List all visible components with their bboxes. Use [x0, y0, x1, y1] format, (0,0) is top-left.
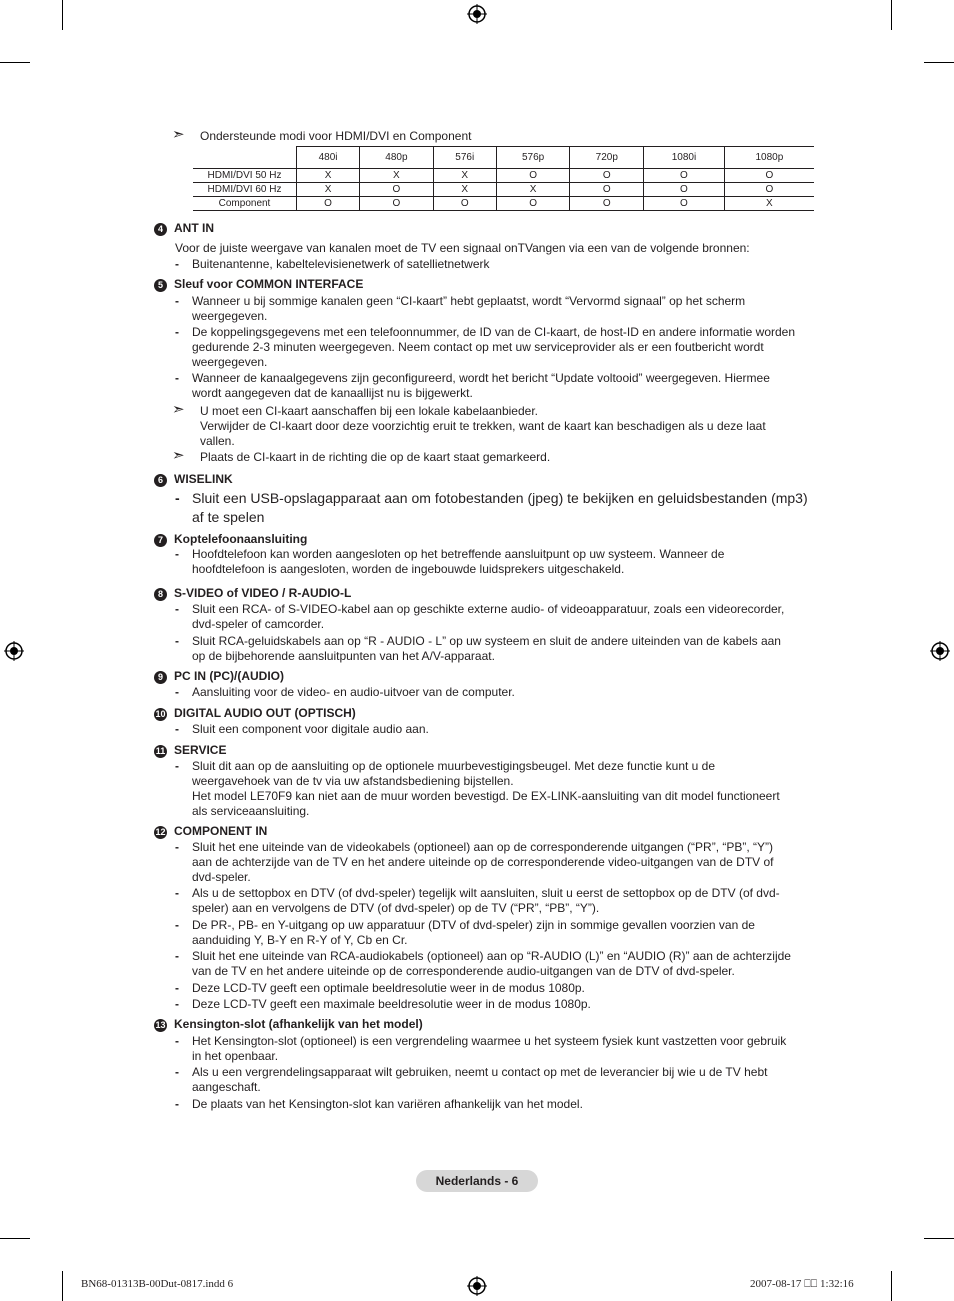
table-cell: X	[433, 183, 496, 197]
section-number-badge: 12	[155, 827, 166, 837]
file-slug: BN68-01313B-00Dut-0817.indd 6	[81, 1278, 234, 1290]
table-header-cell: 1080p	[724, 147, 814, 169]
section-heading-digital-audio-out	[154, 706, 356, 721]
bullet-dash: -	[175, 886, 179, 900]
section-heading-service	[154, 743, 226, 758]
bullet-text-line: aangeschaft.	[192, 1080, 261, 1094]
bullet-dash: -	[175, 634, 179, 648]
table-cell: O	[644, 197, 725, 211]
bullet-text-line: Als u de settopbox en DTV (of dvd-speler) tegelijk wilt aansluiten, sluit u eerst de settopbox op de DTV (of dvd-	[192, 886, 780, 900]
section-heading-s-video	[154, 586, 351, 601]
table-row	[193, 197, 814, 211]
modes-table-title: Ondersteunde modi voor HDMI/DVI en Component	[200, 129, 472, 143]
section-title: WISELINK	[174, 472, 233, 486]
bullet-dash: -	[175, 1034, 179, 1048]
section-number-badge: 11	[155, 746, 166, 756]
bullet-dash: -	[175, 949, 179, 963]
registration-mark-icon	[467, 1276, 487, 1296]
section-number-badge: 6	[154, 474, 167, 487]
bullet-text-line: Sluit een component voor digitale audio aan.	[192, 722, 429, 736]
table-header-cell: 480p	[360, 147, 434, 169]
table-cell: X	[360, 169, 434, 183]
registration-mark-icon	[930, 641, 950, 661]
bullet-dash: -	[175, 997, 179, 1011]
bullet-text-line: dvd-speler of camcorder.	[192, 617, 325, 631]
note-text-line: U moet een CI-kaart aanschaffen bij een lokale kabelaanbieder.	[200, 404, 538, 418]
page-number-label: Nederlands - 6	[416, 1170, 538, 1192]
section-intro: Voor de juiste weergave van kanalen moet de TV een signaal onTVangen via een van de volgende bronnen:	[175, 241, 750, 255]
note-text-line: Verwijder de CI-kaart door deze voorzichtig eruit te trekken, want de kaart kan beschadigen als u deze laat	[200, 419, 766, 433]
table-cell: X	[297, 169, 360, 183]
table-cell: O	[724, 169, 814, 183]
section-heading-pc-in	[154, 669, 284, 684]
crop-mark	[62, 1271, 63, 1301]
bullet-text-line: weergegeven.	[192, 355, 268, 369]
table-header-cell: 576i	[433, 147, 496, 169]
bullet-dash: -	[175, 1097, 179, 1111]
table-cell: O	[360, 183, 434, 197]
bullet-text-line: Deze LCD-TV geeft een optimale beeldresolutie weer in de modus 1080p.	[192, 981, 585, 995]
note-arrow-icon: ➣	[172, 126, 185, 143]
bullet-dash: -	[175, 490, 180, 506]
crop-mark	[891, 0, 892, 30]
bullet-text-line: Als u een vergrendelingsapparaat wilt gebruiken, neemt u contact op met de leverancier bij wie u de TV hebt	[192, 1065, 768, 1079]
bullet-text-line: weergavehoek van de tv via uw afstandsbediening bijstellen.	[192, 774, 514, 788]
table-cell: O	[724, 183, 814, 197]
table-cell: O	[644, 169, 725, 183]
bullet-text-line: aanduiding Y, B-Y en R-Y of Y, Cb en Cr.	[192, 933, 408, 947]
table-cell: X	[297, 183, 360, 197]
bullet-text-line: dvd-speler.	[192, 870, 251, 884]
registration-mark-icon	[4, 641, 24, 661]
table-row	[193, 183, 814, 197]
bullet-text-line: als serviceaansluiting.	[192, 804, 310, 818]
bullet-text-line: Sluit RCA-geluidskabels aan op “R - AUDIO - L” op uw systeem en sluit de andere uiteinden van de kabels aan	[192, 634, 781, 648]
bullet-text-line: Wanneer de kanaalgegevens zijn geconfigureerd, wordt het bericht “Update voltooid” weergegeven. Hiermee	[192, 371, 770, 385]
table-cell: O	[297, 197, 360, 211]
bullet-dash: -	[175, 1065, 179, 1079]
section-number-badge: 9	[154, 671, 167, 684]
table-cell: O	[644, 183, 725, 197]
bullet-text-line: op de bijbehorende aansluitpunten van het A/V-apparaat.	[192, 649, 495, 663]
table-header-cell	[193, 147, 297, 169]
bullet-text-line: De plaats van het Kensington-slot kan variëren afhankelijk van het model.	[192, 1097, 583, 1111]
bullet-dash: -	[175, 602, 179, 616]
bullet-text-line: hoofdtelefoon is aangesloten, worden de ingebouwde luidsprekers uitgeschakeld.	[192, 562, 625, 576]
section-number-badge: 8	[154, 588, 167, 601]
table-cell: O	[433, 197, 496, 211]
table-row-label: HDMI/DVI 60 Hz	[193, 183, 297, 197]
date-slug: 2007-08-17 ⎕⎕ 1:32:16	[750, 1278, 854, 1290]
table-cell: O	[570, 183, 644, 197]
bullet-text-line: De koppelingsgegevens met een telefoonnummer, de ID van de CI-kaart, de host-ID en andere informatie worden	[192, 325, 796, 339]
bullet-dash: -	[175, 371, 179, 385]
bullet-text-line: De PR-, PB- en Y-uitgang op uw apparatuur (DTV of dvd-speler) zijn in sommige gevallen voorzien van de	[192, 918, 755, 932]
table-cell: O	[496, 169, 570, 183]
table-cell: X	[496, 183, 570, 197]
bullet-dash: -	[175, 759, 179, 773]
section-number-badge: 4	[154, 223, 167, 236]
modes-table	[193, 146, 814, 211]
table-header-cell: 480i	[297, 147, 360, 169]
table-cell: O	[570, 197, 644, 211]
bullet-dash: -	[175, 840, 179, 854]
section-heading-component-in	[154, 824, 267, 839]
bullet-text-line: Aansluiting voor de video- en audio-uitvoer van de computer.	[192, 685, 515, 699]
bullet-dash: -	[175, 325, 179, 339]
registration-mark-icon	[467, 4, 487, 24]
bullet-text-line: Sluit een USB-opslagapparaat aan om fotobestanden (jpeg) te bekijken en geluidsbestanden (mp3)	[192, 490, 808, 506]
section-heading-koptelefoon	[154, 532, 307, 547]
bullet-text-line: Wanneer u bij sommige kanalen geen “CI-kaart” hebt geplaatst, wordt “Vervormd signaal” op het scherm	[192, 294, 746, 308]
note-arrow-icon: ➣	[172, 447, 185, 464]
table-cell: O	[360, 197, 434, 211]
section-title: Sleuf voor COMMON INTERFACE	[174, 277, 364, 291]
bullet-text-line: Het Kensington-slot (optioneel) is een vergrendeling waarmee u het systeem fysiek kunt vastzetten voor gebruik	[192, 1034, 787, 1048]
bullet-text-line: wordt aangegeven dat de kanaallijst nu is bijgewerkt.	[192, 386, 473, 400]
table-cell: O	[496, 197, 570, 211]
table-row-label: Component	[193, 197, 297, 211]
section-title: ANT IN	[174, 221, 214, 235]
section-title: Koptelefoonaansluiting	[174, 532, 308, 546]
crop-mark	[924, 62, 954, 63]
crop-mark	[0, 1238, 30, 1239]
crop-mark	[891, 1271, 892, 1301]
table-header-cell: 720p	[570, 147, 644, 169]
bullet-text-line: van de TV en het andere uiteinde op de corresponderende audio-uitgangen van de DTV of dvd-speler.	[192, 964, 735, 978]
table-cell: O	[570, 169, 644, 183]
bullet-text-line: Sluit het ene uiteinde van de videokabels (optioneel) aan op de corresponderende uitgangen (“PR”, “PB”, “Y”)	[192, 840, 774, 854]
section-heading-ant-in	[154, 221, 214, 236]
bullet-text-line: in het openbaar.	[192, 1049, 279, 1063]
section-number-badge: 10	[155, 709, 166, 719]
table-header-cell: 576p	[496, 147, 570, 169]
bullet-text-line: weergegeven.	[192, 309, 268, 323]
crop-mark	[924, 1238, 954, 1239]
bullet-text-line: gedurende 2-3 minuten weergegeven. Neem contact op met uw serviceprovider als er een foutbericht wordt	[192, 340, 764, 354]
table-row-label: HDMI/DVI 50 Hz	[193, 169, 297, 183]
section-title: SERVICE	[174, 743, 227, 757]
bullet-dash: -	[175, 294, 179, 308]
bullet-text-line: af te spelen	[192, 509, 265, 525]
modes-table-header	[193, 147, 814, 169]
bullet-text-line: speler) aan en vervolgens de DTV (of dvd-speler) op de TV (“PR”, “PB”, “Y”).	[192, 901, 600, 915]
table-cell: X	[724, 197, 814, 211]
table-row	[193, 169, 814, 183]
section-title: PC IN (PC)/(AUDIO)	[174, 669, 284, 683]
section-heading-wiselink	[154, 472, 233, 487]
bullet-text-line: Het model LE70F9 kan niet aan de muur worden bevestigd. De EX-LINK-aansluiting van dit model functioneert	[192, 789, 780, 803]
crop-mark	[62, 0, 63, 30]
bullet-dash: -	[175, 981, 179, 995]
note-text-line: Plaats de CI-kaart in de richting die op de kaart staat gemarkeerd.	[200, 450, 551, 464]
bullet-dash: -	[175, 685, 179, 699]
section-heading-kensington-slot	[154, 1017, 423, 1032]
bullet-dash: -	[175, 547, 179, 561]
bullet-text-line: aan de achterzijde van de TV en het andere uiteinde op de corresponderende video-uitgangen van de DTV of	[192, 855, 774, 869]
bullet-text-line: Sluit een RCA- of S-VIDEO-kabel aan op geschikte externe audio- of videoapparatuur, zoals een videorecorder,	[192, 602, 785, 616]
section-title: S-VIDEO of VIDEO / R-AUDIO-L	[174, 586, 352, 600]
section-title: DIGITAL AUDIO OUT (OPTISCH)	[174, 706, 356, 720]
note-text-line: vallen.	[200, 434, 235, 448]
crop-mark	[0, 62, 30, 63]
bullet-dash: -	[175, 918, 179, 932]
bullet-text-line: Deze LCD-TV geeft een maximale beeldresolutie weer in de modus 1080p.	[192, 997, 591, 1011]
table-cell: X	[433, 169, 496, 183]
section-number-badge: 7	[154, 534, 167, 547]
section-heading-common-interface	[154, 277, 363, 292]
bullet-dash: -	[175, 722, 179, 736]
section-title: Kensington-slot (afhankelijk van het model)	[174, 1017, 423, 1031]
bullet-dash: -	[175, 257, 179, 271]
section-number-badge: 13	[155, 1020, 166, 1030]
table-header-cell: 1080i	[644, 147, 725, 169]
note-arrow-icon: ➣	[172, 401, 185, 418]
bullet-text-line: Sluit het ene uiteinde van RCA-audiokabels (optioneel) aan op “R-AUDIO (L)” en “AUDIO (R)” aan de achterzijde	[192, 949, 791, 963]
bullet-text-line: Sluit dit aan op de aansluiting op de optionele muurbevestigingsbeugel. Met deze functie kunt u de	[192, 759, 716, 773]
bullet-text-line: Hoofdtelefoon kan worden aangesloten op het betreffende aansluitpunt op uw systeem. Wanneer de	[192, 547, 725, 561]
section-number-badge: 5	[154, 279, 167, 292]
bullet-text-line: Buitenantenne, kabeltelevisienetwerk of satellietnetwerk	[192, 257, 490, 271]
section-title: COMPONENT IN	[174, 824, 268, 838]
